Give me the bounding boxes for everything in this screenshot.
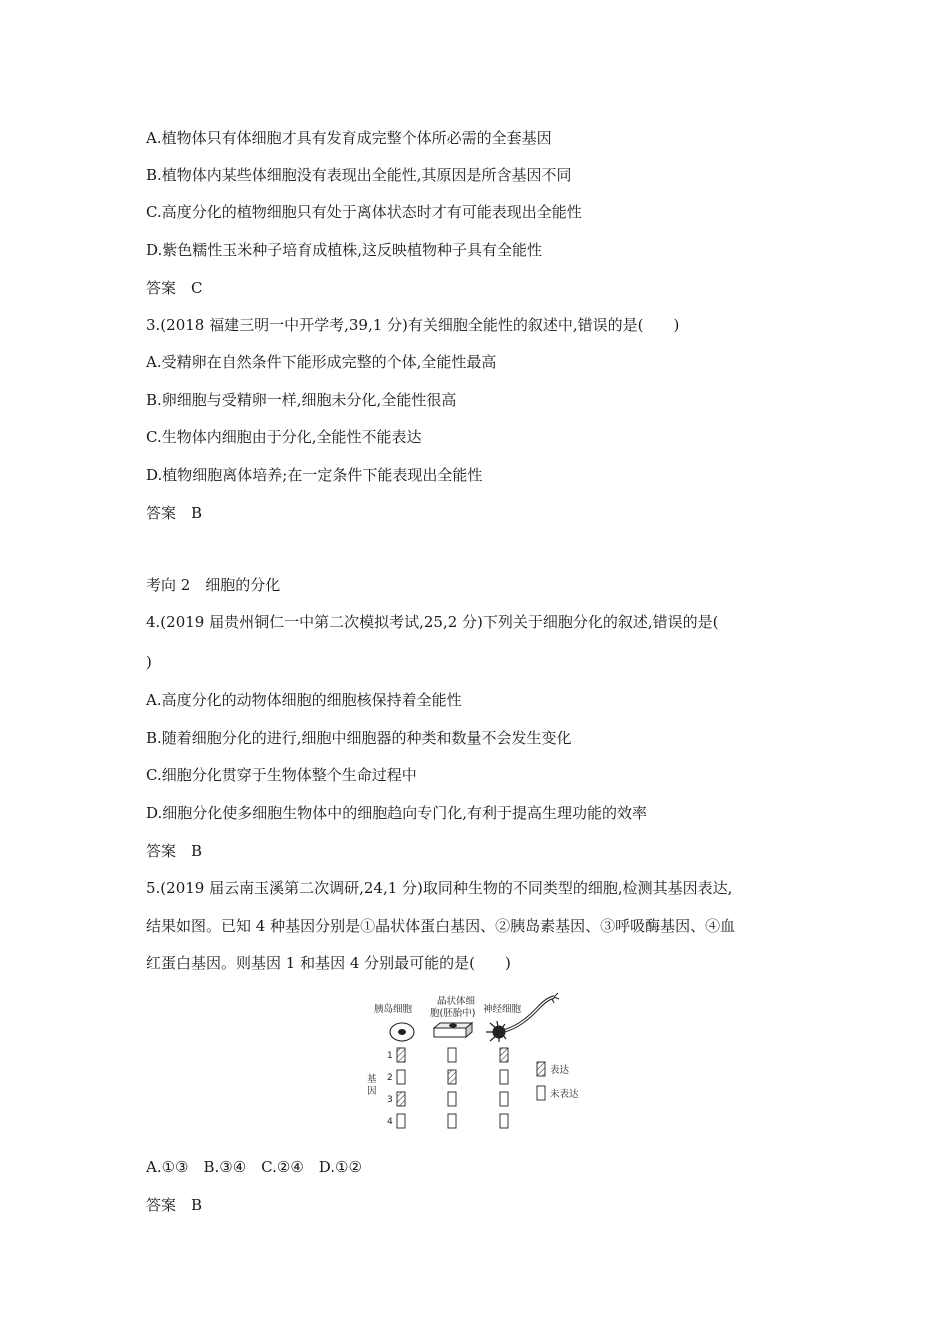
q3-stem: 3.(2018 福建三明一中开学考,39,1 分)有关细胞全能性的叙述中,错误的是( ) [146,316,680,334]
islet-cell-icon [390,1023,414,1041]
q4-answer: 答案 B [146,842,203,860]
gene-number-2: 2 [387,1073,393,1083]
q2-option-d: D.紫色糯性玉米种子培育成植株,这反映植物种子具有全能性 [146,241,543,259]
q4-stem: 4.(2019 届贵州铜仁一中第二次模拟考试,25,2 分)下列关于细胞分化的叙述,错误的是( [146,613,719,631]
cell3-gene-1-expressed [500,1048,508,1062]
q4-option-b: B.随着细胞分化的进行,细胞中细胞器的种类和数量不会发生变化 [146,729,572,747]
cell3-gene-3-not-expressed [500,1092,508,1106]
gene-number-3: 3 [387,1095,393,1105]
gene-number-4: 4 [387,1117,393,1127]
q3-option-b: B.卵细胞与受精卵一样,细胞未分化,全能性很高 [146,391,457,409]
cell2-gene-4-not-expressed [448,1114,456,1128]
cell3-gene-2-not-expressed [500,1070,508,1084]
q3-option-c: C.生物体内细胞由于分化,全能性不能表达 [146,428,422,446]
cell1-gene-4-not-expressed [397,1114,405,1128]
q5-stem-line2: 结果如图。已知 4 种基因分别是①晶状体蛋白基因、②胰岛素基因、③呼吸酶基因、④血 [146,917,736,935]
neuron-icon [486,993,559,1042]
cell2-gene-2-expressed [448,1070,456,1084]
cell1-gene-3-expressed [397,1092,405,1106]
q5-stem-line1: 5.(2019 届云南玉溪第二次调研,24,1 分)取同种生物的不同类型的细胞,检测其基因表达, [146,879,733,897]
legend-not-expressed-swatch [537,1086,545,1100]
q3-answer: 答案 B [146,504,203,522]
q5-stem-line3: 红蛋白基因。则基因 1 和基因 4 分别最可能的是( ) [146,954,511,972]
cell3-gene-4-not-expressed [500,1114,508,1128]
gene-axis-char-1: 基 [367,1074,377,1085]
lens-cell-icon [434,1023,472,1037]
section-heading: 考向 2 细胞的分化 [146,576,281,594]
q4-option-d: D.细胞分化使多细胞生物体中的细胞趋向专门化,有利于提高生理功能的效率 [146,804,648,822]
q2-option-c: C.高度分化的植物细胞只有处于离体状态时才有可能表现出全能性 [146,203,582,221]
cell1-gene-1-expressed [397,1048,405,1062]
cell1-gene-2-not-expressed [397,1070,405,1084]
legend-expressed-swatch [537,1062,545,1076]
gene-number-1: 1 [387,1051,393,1061]
q5-options: A.①③ B.③④ C.②④ D.①② [146,1158,362,1176]
cell-label-lens-line2: 胞(胚胎中) [430,1008,476,1019]
cell-label-islet: 胰岛细胞 [374,1004,413,1015]
gene-expression-figure [360,992,610,1132]
legend-expressed-label: 表达 [550,1065,570,1076]
q4-option-a: A.高度分化的动物体细胞的细胞核保持着全能性 [146,691,462,709]
q5-answer: 答案 B [146,1196,203,1214]
q3-option-d: D.植物细胞离体培养;在一定条件下能表现出全能性 [146,466,483,484]
q3-option-a: A.受精卵在自然条件下能形成完整的个体,全能性最高 [146,353,497,371]
cell2-gene-1-not-expressed [448,1048,456,1062]
q2-answer: 答案 C [146,279,203,297]
q2-option-a: A.植物体只有体细胞才具有发育成完整个体所必需的全套基因 [146,129,552,147]
q4-stem-end: ) [146,653,152,671]
cell-label-neuron: 神经细胞 [483,1004,522,1015]
cell2-gene-3-not-expressed [448,1092,456,1106]
legend-not-expressed-label: 未表达 [550,1089,579,1100]
q4-option-c: C.细胞分化贯穿于生物体整个生命过程中 [146,766,417,784]
gene-axis-char-2: 因 [367,1086,377,1097]
cell-label-lens-line1: 晶状体细 [437,996,476,1007]
q2-option-b: B.植物体内某些体细胞没有表现出全能性,其原因是所含基因不同 [146,166,572,184]
